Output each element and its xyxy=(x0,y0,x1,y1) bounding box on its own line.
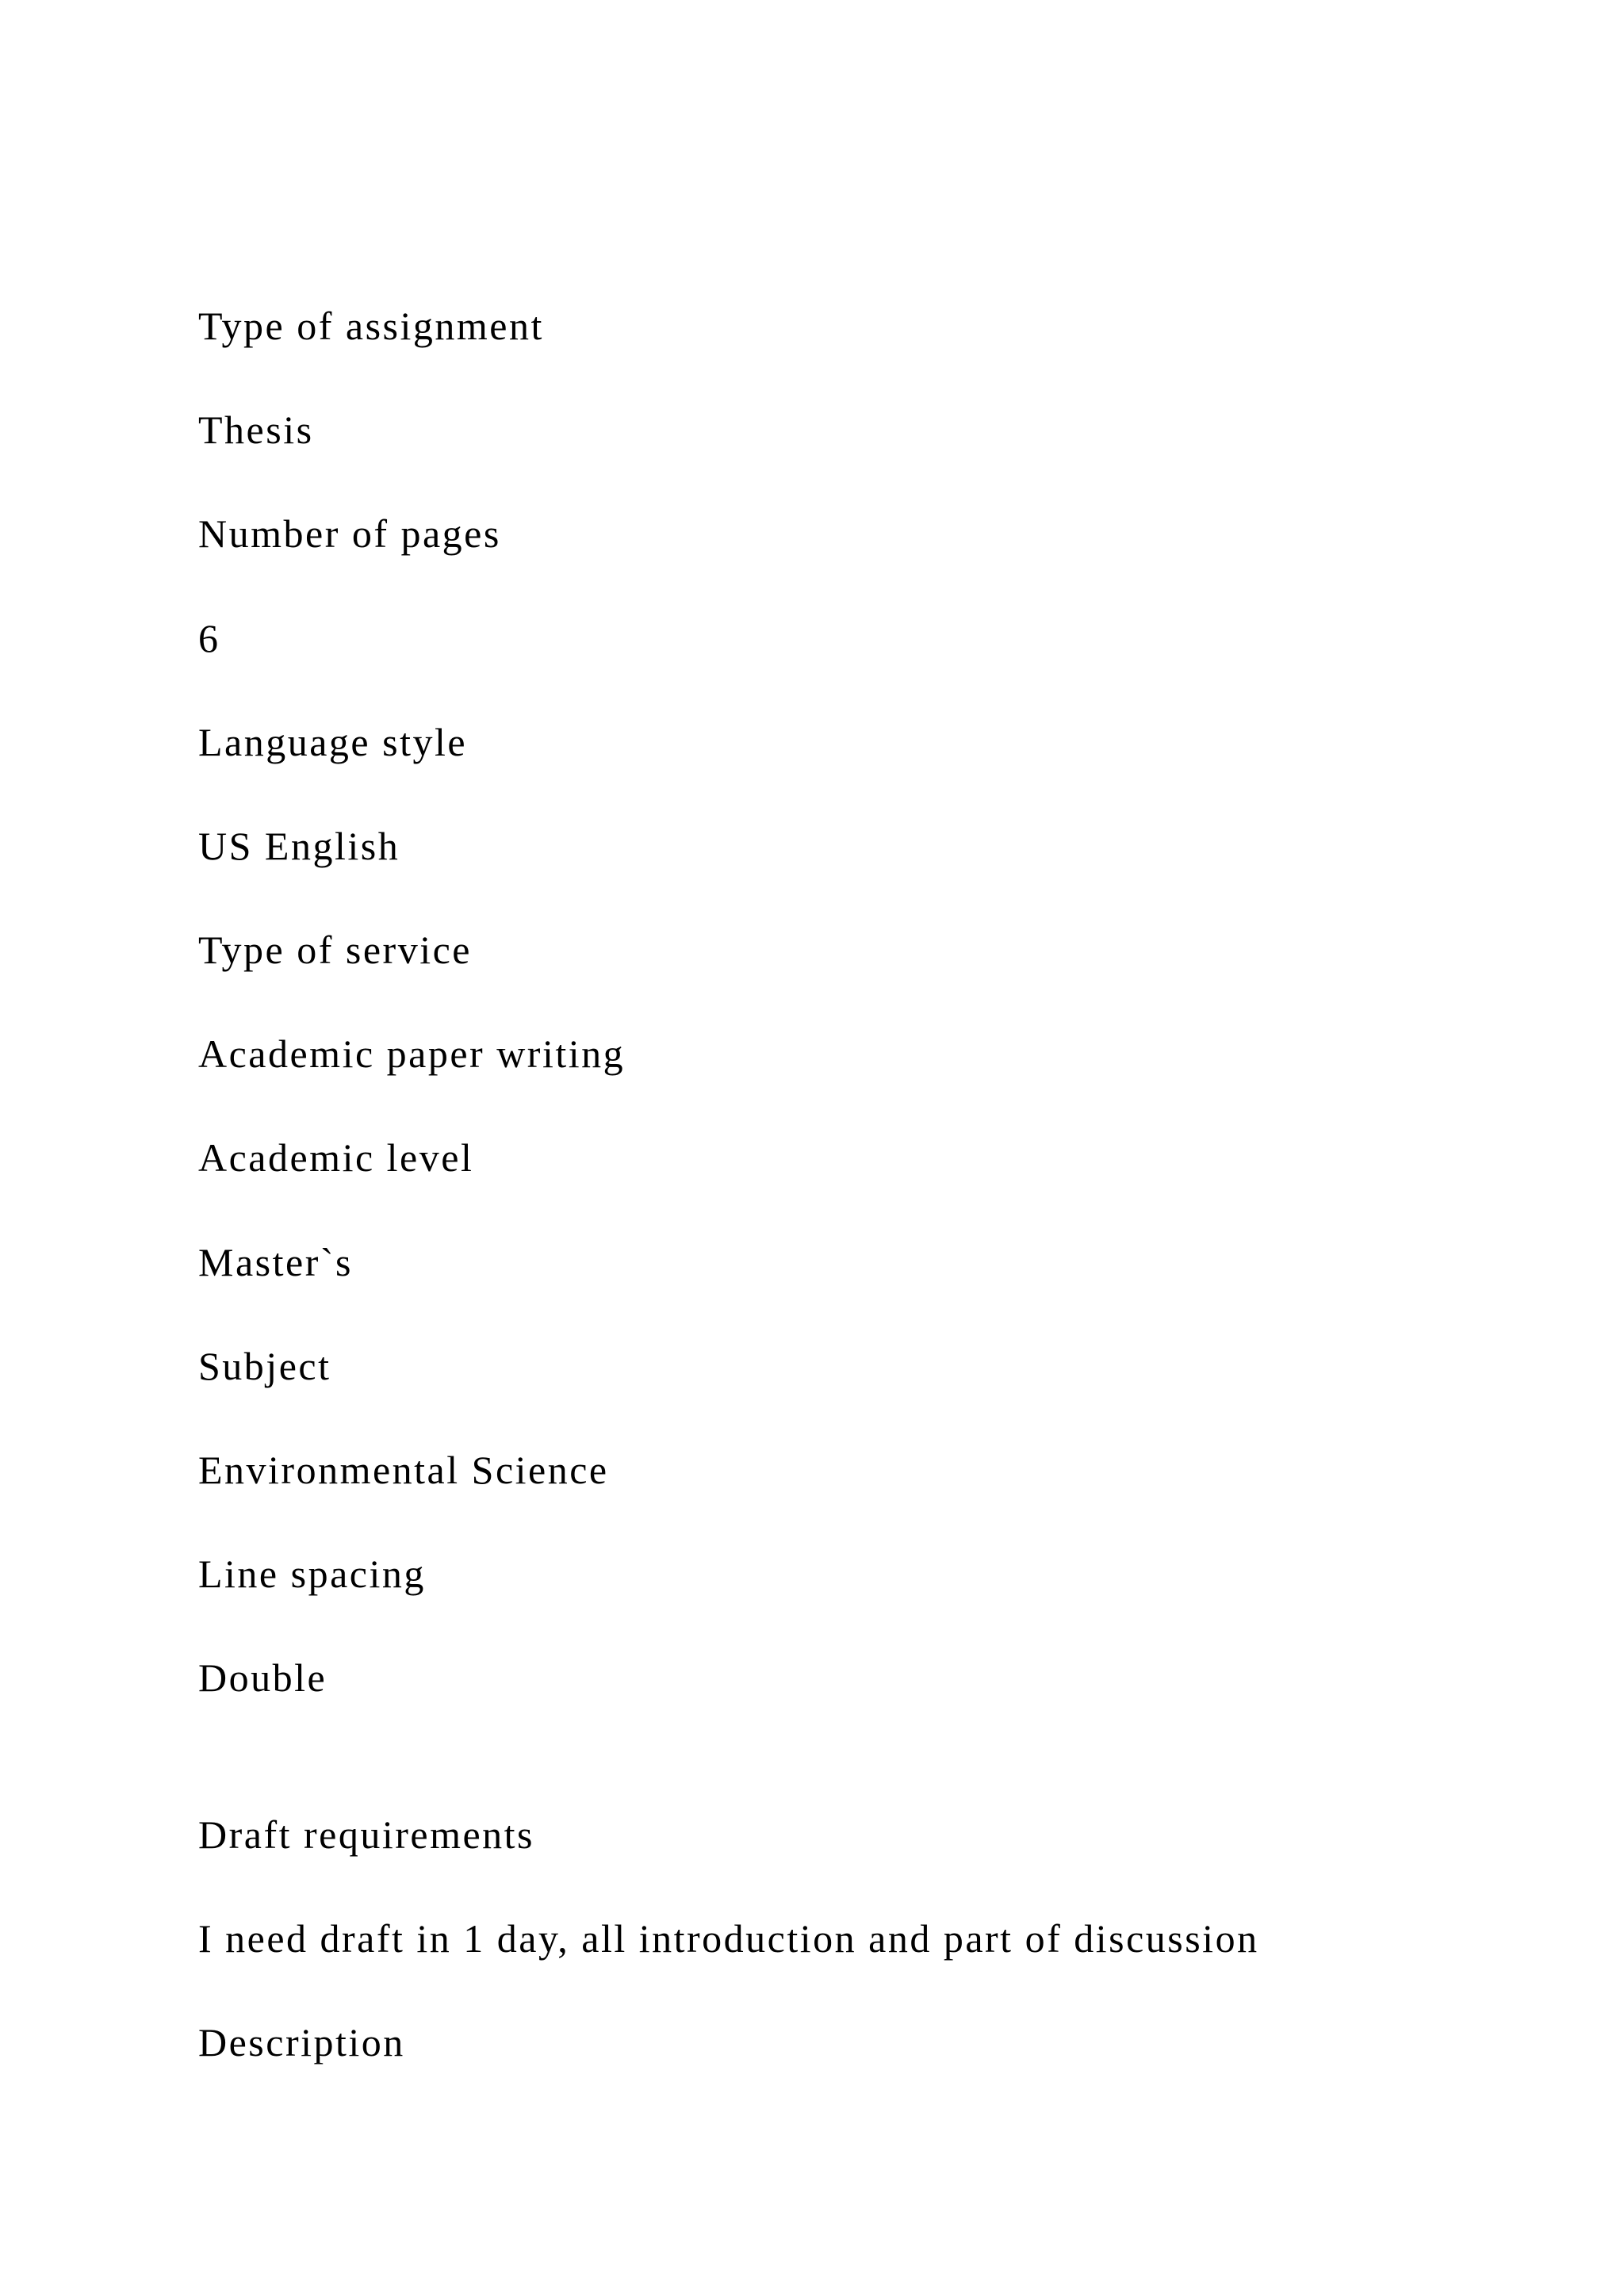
type-of-assignment-label: Type of assignment xyxy=(198,304,544,348)
academic-level-value: Master`s xyxy=(198,1240,353,1284)
subject-label: Subject xyxy=(198,1344,331,1388)
subject-value: Environmental Science xyxy=(198,1448,609,1492)
number-of-pages-label: Number of pages xyxy=(198,511,501,556)
academic-level-label: Academic level xyxy=(198,1135,474,1180)
type-of-service-value: Academic paper writing xyxy=(198,1031,626,1076)
type-of-assignment-value: Thesis xyxy=(198,408,314,452)
language-style-label: Language style xyxy=(198,720,468,764)
type-of-service-label: Type of service xyxy=(198,928,472,972)
number-of-pages-value: 6 xyxy=(198,616,220,660)
draft-requirements-label: Draft requirements xyxy=(198,1812,535,1857)
description-label: Description xyxy=(198,2020,405,2064)
line-spacing-label: Line spacing xyxy=(198,1552,426,1596)
draft-requirements-value: I need draft in 1 day, all introduction and part of discussion xyxy=(198,1916,1259,1961)
language-style-value: US English xyxy=(198,824,400,868)
line-spacing-value: Double xyxy=(198,1655,327,1700)
